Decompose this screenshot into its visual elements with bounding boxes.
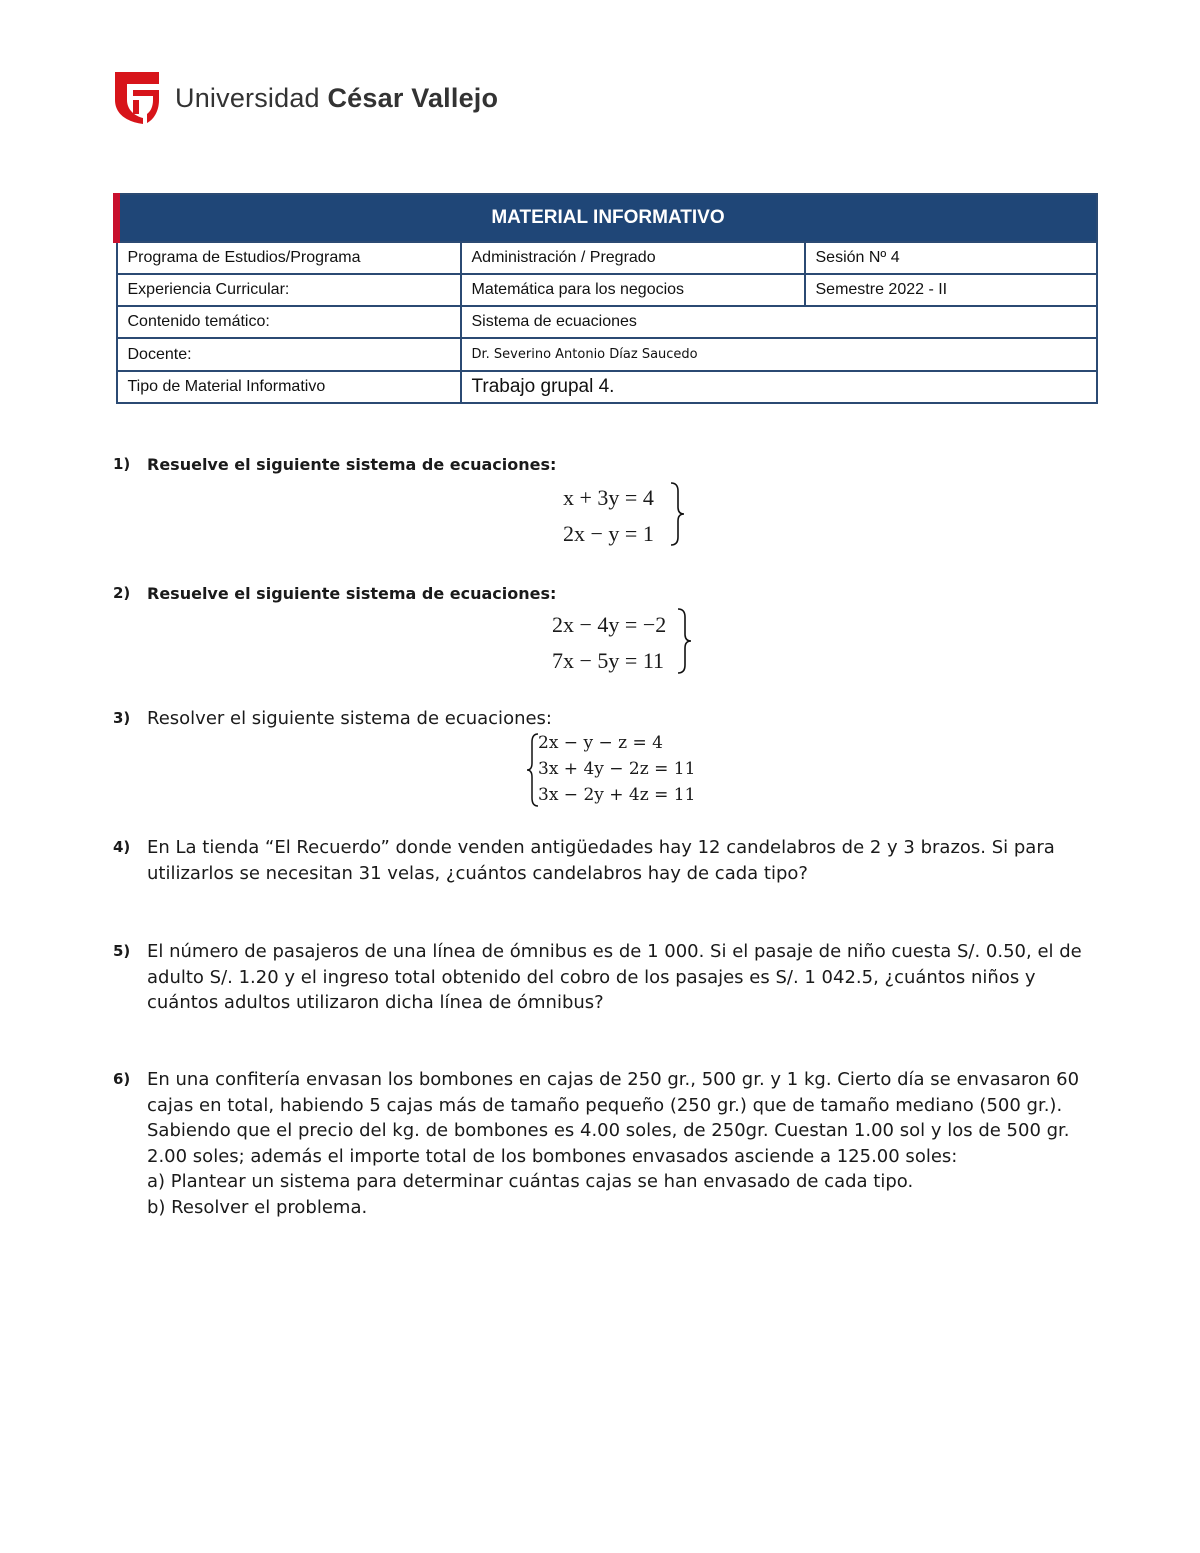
question-text: Resolver el siguiente sistema de ecuaciones:: [147, 708, 552, 729]
teacher-label: Docente:: [117, 338, 461, 371]
question-text: Resuelve el siguiente sistema de ecuaciones:: [147, 584, 557, 603]
university-name: [175, 83, 498, 114]
table-title: MATERIAL INFORMATIVO: [117, 194, 1098, 242]
program-value: Administración / Pregrado: [461, 242, 805, 274]
sub-question-a: a) Plantear un sistema para determinar cuántas cajas se han envasado de cada tipo.: [147, 1171, 914, 1193]
university-shield-icon: [113, 70, 161, 126]
material-type-label: Tipo de Material Informativo: [117, 371, 461, 403]
question-number: 4): [113, 838, 131, 856]
course-value: Matemática para los negocios: [461, 274, 805, 306]
course-label: Experiencia Curricular:: [117, 274, 461, 306]
teacher-value: Dr. Severino Antonio Díaz Saucedo: [461, 338, 1098, 371]
semester-cell: Semestre 2022 - II: [805, 274, 1098, 306]
session-cell: Sesión Nº 4: [805, 242, 1098, 274]
right-brace-icon: [675, 607, 697, 675]
equation-system-1: [563, 480, 654, 552]
question-1: [113, 452, 1103, 478]
program-label: Programa de Estudios/Programa: [117, 242, 461, 274]
info-table: [113, 193, 1098, 404]
question-text: En La tienda “El Recuerdo” donde venden antigüedades hay 12 candelabros de 2 y 3 brazos. Si para utilizarlos se necesitan 31 velas, ¿cuántos candelabros hay de cada tipo?: [147, 837, 1055, 884]
right-brace-icon: [668, 481, 690, 547]
equation-line: x + 3y = 4: [563, 485, 654, 510]
question-text: El número de pasajeros de una línea de ómnibus es de 1 000. Si el pasaje de niño cuesta S/. 0.50, el de adulto S/. 1.20 y el ingreso total obtenido del cobro de los pasajes es S/. 1 042.5, ¿cuántos niños y cuántos adultos utilizaron dicha línea de ómnibus?: [147, 941, 1082, 1014]
university-logo: [113, 70, 498, 126]
question-number: 5): [113, 942, 131, 960]
logo-name: César Vallejo: [327, 82, 499, 113]
material-type-value: Trabajo grupal 4.: [461, 371, 1098, 403]
question-text: En una confitería envasan los bombones en cajas de 250 gr., 500 gr. y 1 kg. Cierto día se envasaron 60 cajas en total, habiendo 5 cajas más de tamaño pequeño (250 gr.) que de tamaño mediano (500 gr.). Sabiendo que el precio del kg. de bombones es 4.00 soles, de 250gr. Cuestan 1.00 sol y los de 500 gr. 2.00 soles; además el importe total de los bombones envasados asciende a 125.00 soles:: [147, 1069, 1080, 1167]
equation-line: 2x − 4y = −2: [552, 612, 667, 637]
question-number: 6): [113, 1070, 131, 1088]
question-4: [113, 835, 1103, 886]
topic-value: Sistema de ecuaciones: [461, 306, 1098, 338]
equation-system-3: [538, 730, 695, 808]
equation-line: 7x − 5y = 11: [552, 648, 664, 673]
logo-brand: Universidad: [175, 82, 320, 113]
sub-question-b: b) Resolver el problema.: [147, 1196, 368, 1218]
question-number: 2): [113, 584, 131, 602]
equation-system-2: [552, 607, 666, 679]
question-text: Resuelve el siguiente sistema de ecuaciones:: [147, 455, 557, 474]
question-3: [113, 706, 1103, 732]
topic-label: Contenido temático:: [117, 306, 461, 338]
question-number: 3): [113, 709, 131, 727]
question-number: 1): [113, 455, 131, 473]
equation-line: 3x + 4y − 2z = 11: [538, 759, 696, 779]
question-5: [113, 939, 1103, 1016]
equation-line: 2x − y − z = 4: [538, 733, 663, 753]
question-2: [113, 581, 1103, 607]
question-6: [113, 1067, 1103, 1221]
equation-line: 3x − 2y + 4z = 11: [538, 785, 696, 805]
equation-line: 2x − y = 1: [563, 521, 654, 546]
